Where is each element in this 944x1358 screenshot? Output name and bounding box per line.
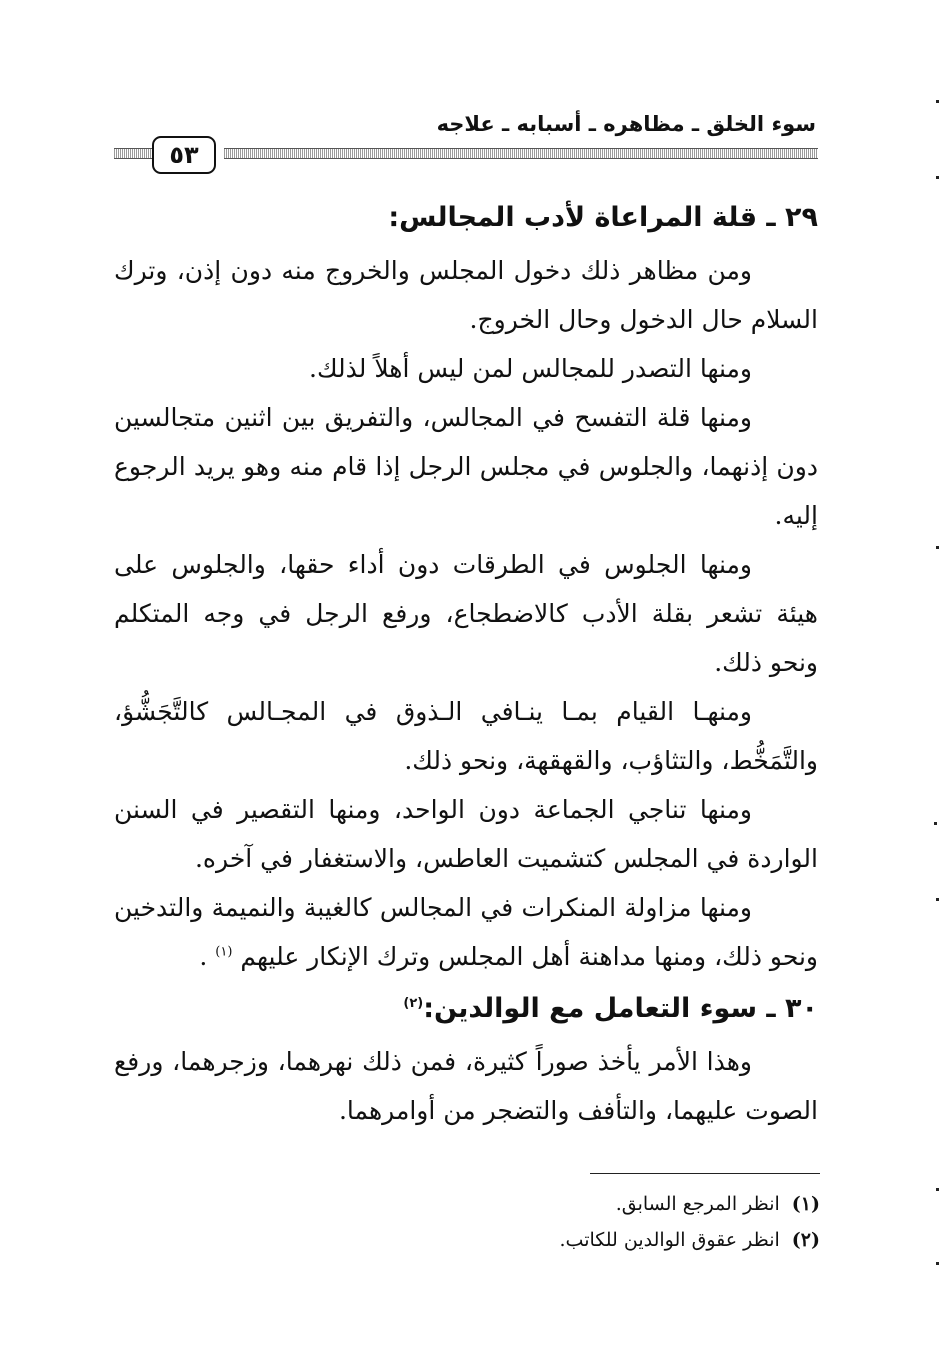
footnote-1 xyxy=(320,1186,820,1222)
footnote-2 xyxy=(320,1222,820,1258)
footnote-text: انظر عقوق الوالدين للكاتب. xyxy=(559,1229,780,1251)
section-heading-29: ٢٩ ـ قلة المراعاة لأدب المجالس: xyxy=(388,202,818,233)
section-heading-30 xyxy=(114,981,818,1037)
footnote-ref-2: (٢) xyxy=(403,996,424,1011)
margin-speck xyxy=(936,1262,939,1265)
header-rule xyxy=(224,148,818,159)
paragraph: وهذا الأمر يأخذ صوراً كثيرة، فمن ذلك نهرهما، وزجرهما، ورفع الصوت عليهما، والتأفف والتضجر من أوامرهما. xyxy=(114,1047,818,1125)
margin-speck xyxy=(936,176,939,179)
footnote-text: انظر المرجع السابق. xyxy=(615,1193,780,1215)
footnote-rule xyxy=(590,1173,820,1174)
paragraph: ومنها الجلوس في الطرقات دون أداء حقها، والجلوس على هيئة تشعر بقلة الأدب كالاضطجاع، ورفع الرجل في وجه المتكلم ونحو ذلك. xyxy=(114,550,818,677)
margin-speck xyxy=(934,822,937,825)
body-text xyxy=(114,190,818,1135)
paragraph: ومنها قلة التفسح في المجالس، والتفريق بين اثنين متجالسين دون إذنهما، والجلوس في مجلس الرجل إذا قام منه وهو يريد الرجوع إليه. xyxy=(114,403,818,530)
footnotes xyxy=(320,1186,820,1258)
paragraph: ومنها التصدر للمجالس لمن ليس أهلاً لذلك. xyxy=(309,354,752,383)
page-number-box xyxy=(152,136,216,174)
paragraph: ومنها تناجي الجماعة دون الواحد، ومنها التقصير في السنن الواردة في المجلس كتشميت العاطس، والاستغفار في آخره. xyxy=(114,795,818,873)
margin-speck xyxy=(936,100,939,103)
margin-speck xyxy=(936,1188,939,1191)
footnote-number: (١) xyxy=(791,1193,820,1215)
margin-speck xyxy=(936,898,939,901)
footnote-number: (٢) xyxy=(791,1229,820,1251)
paragraph: ومن مظاهر ذلك دخول المجلس والخروج منه دون إذن، وترك السلام حال الدخول وحال الخروج. xyxy=(114,256,818,334)
running-title: سوء الخلق ـ مظاهره ـ أسبابه ـ علاجه xyxy=(436,112,816,136)
paragraph: ومنهـا القيام بمـا ينـافي الـذوق في المجـالس كالتَّجَشُّؤ، والتَّمَخُّط، والتثاؤب، والقهقهة، ونحو ذلك. xyxy=(114,697,818,775)
margin-speck xyxy=(936,546,939,549)
footnote-ref-1: (١) xyxy=(215,944,233,960)
paragraph-with-footnote xyxy=(114,883,818,981)
page-number: ٥٣ xyxy=(169,141,199,169)
heading-text: ٣٠ ـ سوء التعامل مع الوالدين: xyxy=(423,993,818,1024)
header-rule-left xyxy=(114,148,152,159)
paragraph-end: . xyxy=(199,942,208,971)
paragraph-text: ومنها مزاولة المنكرات في المجالس كالغيبة والنميمة والتدخين ونحو ذلك، ومنها مداهنة أهل المجلس وترك الإنكار عليهم xyxy=(114,893,818,971)
